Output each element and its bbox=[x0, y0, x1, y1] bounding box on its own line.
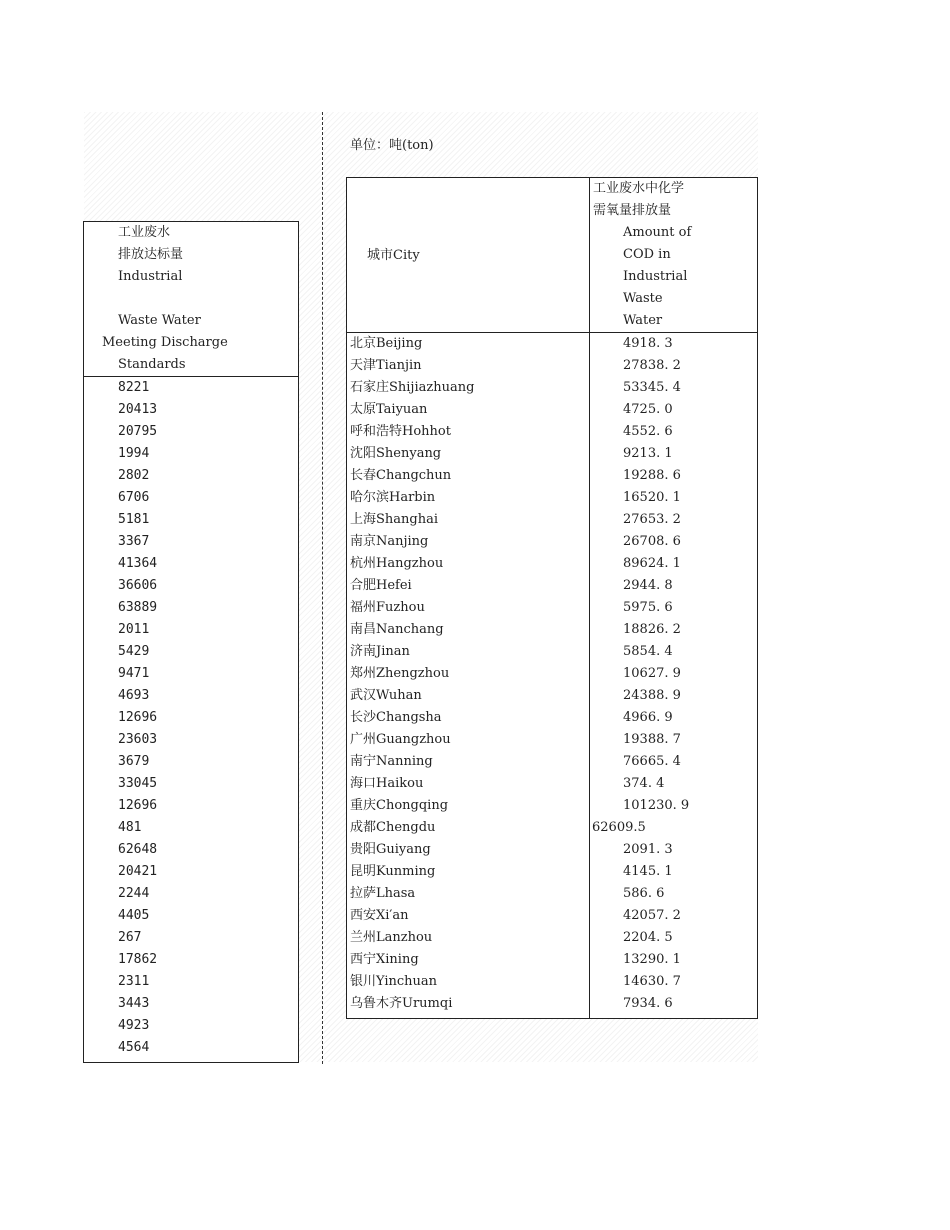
left-value-row: 12696 bbox=[118, 710, 158, 725]
table-row bbox=[347, 817, 757, 839]
left-header-line: 工业废水 bbox=[118, 225, 171, 240]
left-value-row: 3443 bbox=[118, 996, 150, 1011]
cod-header-line: 需氧量排放量 bbox=[593, 203, 672, 218]
left-header-line: Waste Water bbox=[118, 313, 201, 328]
left-value-row: 2011 bbox=[118, 622, 150, 637]
cod-header-line: Waste bbox=[623, 291, 663, 306]
cod-value: 586. 6 bbox=[623, 886, 665, 901]
cod-value: 2091. 3 bbox=[623, 842, 673, 857]
cod-value: 27653. 2 bbox=[623, 512, 681, 527]
city-name: 杭州Hangzhou bbox=[350, 556, 444, 571]
page-break-line bbox=[322, 112, 323, 1064]
left-value-row: 2802 bbox=[118, 468, 150, 483]
cod-value: 374. 4 bbox=[623, 776, 665, 791]
cod-value: 13290. 1 bbox=[623, 952, 681, 967]
table-row bbox=[347, 531, 757, 553]
cod-value: 101230. 9 bbox=[623, 798, 690, 813]
cod-value: 4725. 0 bbox=[623, 402, 673, 417]
table-row bbox=[347, 597, 757, 619]
city-name: 北京Beijing bbox=[350, 336, 423, 351]
table-row bbox=[347, 729, 757, 751]
cod-value: 10627. 9 bbox=[623, 666, 681, 681]
table-row bbox=[347, 949, 757, 971]
left-value-row: 4923 bbox=[118, 1018, 150, 1033]
cod-value: 62609.5 bbox=[592, 820, 646, 835]
left-value-row: 20795 bbox=[118, 424, 158, 439]
cod-value: 2204. 5 bbox=[623, 930, 673, 945]
table-row bbox=[347, 795, 757, 817]
cod-value: 5975. 6 bbox=[623, 600, 673, 615]
table-row bbox=[347, 971, 757, 993]
city-name: 南宁Nanning bbox=[350, 754, 433, 769]
table-row bbox=[347, 641, 757, 663]
city-rows bbox=[347, 333, 757, 1015]
left-value-row: 36606 bbox=[118, 578, 158, 593]
city-name: 天津Tianjin bbox=[350, 358, 422, 373]
city-name: 呼和浩特Hohhot bbox=[350, 424, 451, 439]
left-value-row: 1994 bbox=[118, 446, 150, 461]
left-value-row: 63889 bbox=[118, 600, 158, 615]
left-value-row: 2244 bbox=[118, 886, 150, 901]
table-row bbox=[347, 355, 757, 377]
left-value-row: 267 bbox=[118, 930, 142, 945]
city-name: 西宁Xining bbox=[350, 952, 419, 967]
left-value-row: 62648 bbox=[118, 842, 158, 857]
cod-value: 4145. 1 bbox=[623, 864, 673, 879]
table-row bbox=[347, 399, 757, 421]
table-row bbox=[347, 707, 757, 729]
table-row bbox=[347, 883, 757, 905]
unit-label: 单位：吨(ton) bbox=[350, 138, 434, 153]
city-name: 重庆Chongqing bbox=[350, 798, 449, 813]
table-row bbox=[347, 751, 757, 773]
left-value-row: 20421 bbox=[118, 864, 158, 879]
table-row bbox=[347, 333, 757, 355]
left-header-line: Industrial bbox=[118, 269, 183, 284]
left-value-row: 5181 bbox=[118, 512, 150, 527]
cod-value: 2944. 8 bbox=[623, 578, 673, 593]
right-table bbox=[346, 177, 758, 1019]
left-value-row: 6706 bbox=[118, 490, 150, 505]
cod-header-line: Industrial bbox=[623, 269, 688, 284]
cod-header-line: Water bbox=[623, 313, 663, 328]
table-row bbox=[347, 421, 757, 443]
city-name: 兰州Lanzhou bbox=[350, 930, 433, 945]
left-table bbox=[83, 221, 299, 1063]
cod-value: 89624. 1 bbox=[623, 556, 681, 571]
cod-value: 4552. 6 bbox=[623, 424, 673, 439]
left-value-row: 4405 bbox=[118, 908, 150, 923]
city-name: 成都Chengdu bbox=[350, 820, 436, 835]
cod-value: 53345. 4 bbox=[623, 380, 681, 395]
table-row bbox=[347, 443, 757, 465]
city-name: 乌鲁木齐Urumqi bbox=[350, 996, 453, 1011]
left-header-line: 排放达标量 bbox=[118, 247, 184, 262]
city-name: 长春Changchun bbox=[350, 468, 452, 483]
left-value-row: 481 bbox=[118, 820, 142, 835]
right-table-header bbox=[347, 178, 757, 333]
cod-value: 24388. 9 bbox=[623, 688, 681, 703]
left-value-row: 23603 bbox=[118, 732, 158, 747]
city-name: 哈尔滨Harbin bbox=[350, 490, 436, 505]
table-row bbox=[347, 575, 757, 597]
city-name: 合肥Hefei bbox=[350, 578, 412, 593]
cod-value: 42057. 2 bbox=[623, 908, 681, 923]
city-name: 石家庄Shijiazhuang bbox=[350, 380, 475, 395]
city-name: 昆明Kunming bbox=[350, 864, 436, 879]
left-value-row: 3367 bbox=[118, 534, 150, 549]
city-name: 贵阳Guiyang bbox=[350, 842, 431, 857]
cod-value: 5854. 4 bbox=[623, 644, 673, 659]
city-name: 银川Yinchuan bbox=[350, 974, 438, 989]
cod-value: 9213. 1 bbox=[623, 446, 673, 461]
city-name: 南昌Nanchang bbox=[350, 622, 444, 637]
cod-header-line: Amount of bbox=[623, 225, 692, 240]
left-table-header bbox=[84, 222, 298, 377]
city-name: 海口Haikou bbox=[350, 776, 424, 791]
cod-value: 76665. 4 bbox=[623, 754, 681, 769]
table-row bbox=[347, 839, 757, 861]
left-header-line: Standards bbox=[118, 357, 186, 372]
city-column-header: 城市City bbox=[367, 248, 420, 263]
city-name: 南京Nanjing bbox=[350, 534, 429, 549]
cod-column-header bbox=[593, 178, 757, 332]
cod-value: 4966. 9 bbox=[623, 710, 673, 725]
table-row bbox=[347, 509, 757, 531]
city-name: 沈阳Shenyang bbox=[350, 446, 442, 461]
left-value-row: 2311 bbox=[118, 974, 150, 989]
table-row bbox=[347, 927, 757, 949]
table-row bbox=[347, 487, 757, 509]
city-name: 上海Shanghai bbox=[350, 512, 439, 527]
table-row bbox=[347, 685, 757, 707]
left-values-list bbox=[84, 377, 298, 1059]
cod-value: 19388. 7 bbox=[623, 732, 681, 747]
cod-value: 4918. 3 bbox=[623, 336, 673, 351]
left-value-row: 5429 bbox=[118, 644, 150, 659]
city-name: 拉萨Lhasa bbox=[350, 886, 416, 901]
cod-header-line: COD in bbox=[623, 247, 671, 262]
left-value-row: 4693 bbox=[118, 688, 150, 703]
table-row bbox=[347, 619, 757, 641]
table-row bbox=[347, 377, 757, 399]
table-row bbox=[347, 663, 757, 685]
left-value-row: 41364 bbox=[118, 556, 158, 571]
city-name: 广州Guangzhou bbox=[350, 732, 451, 747]
left-value-row: 4564 bbox=[118, 1040, 150, 1055]
left-value-row: 12696 bbox=[118, 798, 158, 813]
cod-header-line: 工业废水中化学 bbox=[593, 181, 685, 196]
city-name: 太原Taiyuan bbox=[350, 402, 428, 417]
city-name: 长沙Changsha bbox=[350, 710, 442, 725]
cod-value: 14630. 7 bbox=[623, 974, 681, 989]
left-value-row: 3679 bbox=[118, 754, 150, 769]
city-name: 武汉Wuhan bbox=[350, 688, 422, 703]
table-row bbox=[347, 773, 757, 795]
left-value-row: 8221 bbox=[118, 380, 150, 395]
table-row bbox=[347, 993, 757, 1015]
city-name: 西安Xi′an bbox=[350, 908, 409, 923]
city-name: 郑州Zhengzhou bbox=[350, 666, 450, 681]
table-row bbox=[347, 465, 757, 487]
left-value-row: 9471 bbox=[118, 666, 150, 681]
table-row bbox=[347, 905, 757, 927]
left-header-line: Meeting Discharge bbox=[102, 335, 228, 350]
cod-value: 19288. 6 bbox=[623, 468, 681, 483]
city-name: 济南Jinan bbox=[350, 644, 410, 659]
cod-value: 16520. 1 bbox=[623, 490, 681, 505]
city-name: 福州Fuzhou bbox=[350, 600, 425, 615]
cod-value: 27838. 2 bbox=[623, 358, 681, 373]
left-value-row: 20413 bbox=[118, 402, 158, 417]
table-row bbox=[347, 861, 757, 883]
left-value-row: 17862 bbox=[118, 952, 158, 967]
cod-value: 7934. 6 bbox=[623, 996, 673, 1011]
cod-value: 18826. 2 bbox=[623, 622, 681, 637]
table-row bbox=[347, 553, 757, 575]
left-value-row: 33045 bbox=[118, 776, 158, 791]
cod-value: 26708. 6 bbox=[623, 534, 681, 549]
